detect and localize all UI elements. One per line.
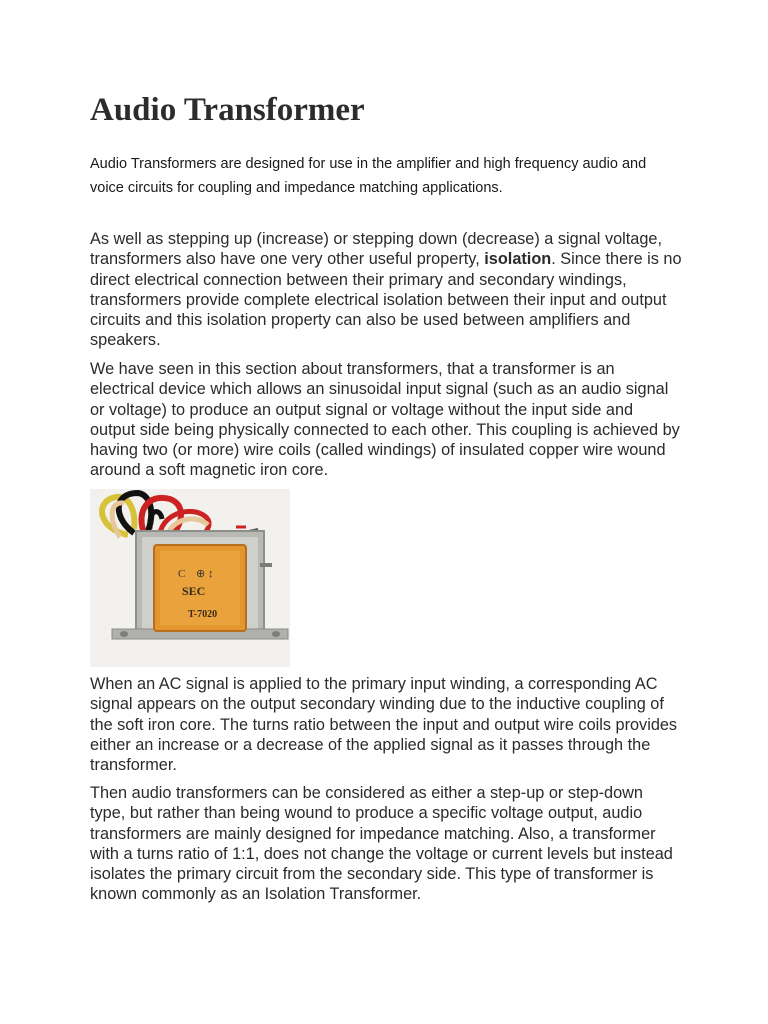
- svg-text:⊕: ⊕: [196, 568, 206, 580]
- paragraph-impedance: Then audio transformers can be considered as either a step-up or step-down type, but rather than being wound to produce a specific voltage output, audio transformers are mainly designed for impedance matching. Also, a transformer with a turns ratio of 1:1, does not change the voltage or current levels but instead isolates the primary circuit from the secondary side. This type of transformer is known commonly as an Isolation Transformer.: [90, 784, 673, 904]
- paragraph-isolation: [90, 229, 682, 351]
- paragraph-isolation-text: As well as stepping up (increase) or stepping down (decrease) a signal voltage, transformers also have one very other useful property,: [90, 230, 662, 269]
- svg-text:↕: ↕: [208, 568, 214, 580]
- coil-label-sec: SEC: [182, 584, 206, 598]
- coil-label-c: C: [178, 568, 186, 580]
- isolation-emphasis: isolation: [484, 250, 552, 269]
- coil-label-model: T-7020: [188, 609, 218, 620]
- paragraph-isolation-text-end: . Since there is no direct electrical connection between their primary and secondary windings, transformers provide complete electrical isolation between their input and output circuits and this isolation property can also be used between amplifiers and speakers.: [90, 250, 682, 350]
- page-title: Audio Transformer: [90, 92, 365, 128]
- paragraph-coupling: When an AC signal is applied to the primary input winding, a corresponding AC signal appears on the output secondary winding due to the inductive coupling of the soft iron core. The turns ratio between the input and output wire coils provides either an increase or a decrease of the applied signal as it passes through the transformer.: [90, 675, 678, 775]
- transformer-photo: [90, 489, 290, 667]
- paragraph-definition: We have seen in this section about transformers, that a transformer is an electrical device which allows an sinusoidal input signal (such as an audio signal or voltage) to produce an output signal or voltage without the input side and output side being physically connected to each other. This coupling is achieved by having two (or more) wire coils (called windings) of insulated copper wire wound around a soft magnetic iron core.: [90, 360, 680, 480]
- intro-paragraph: Audio Transformers are designed for use in the amplifier and high frequency audio and voice circuits for coupling and impedance matching applications.: [90, 156, 647, 196]
